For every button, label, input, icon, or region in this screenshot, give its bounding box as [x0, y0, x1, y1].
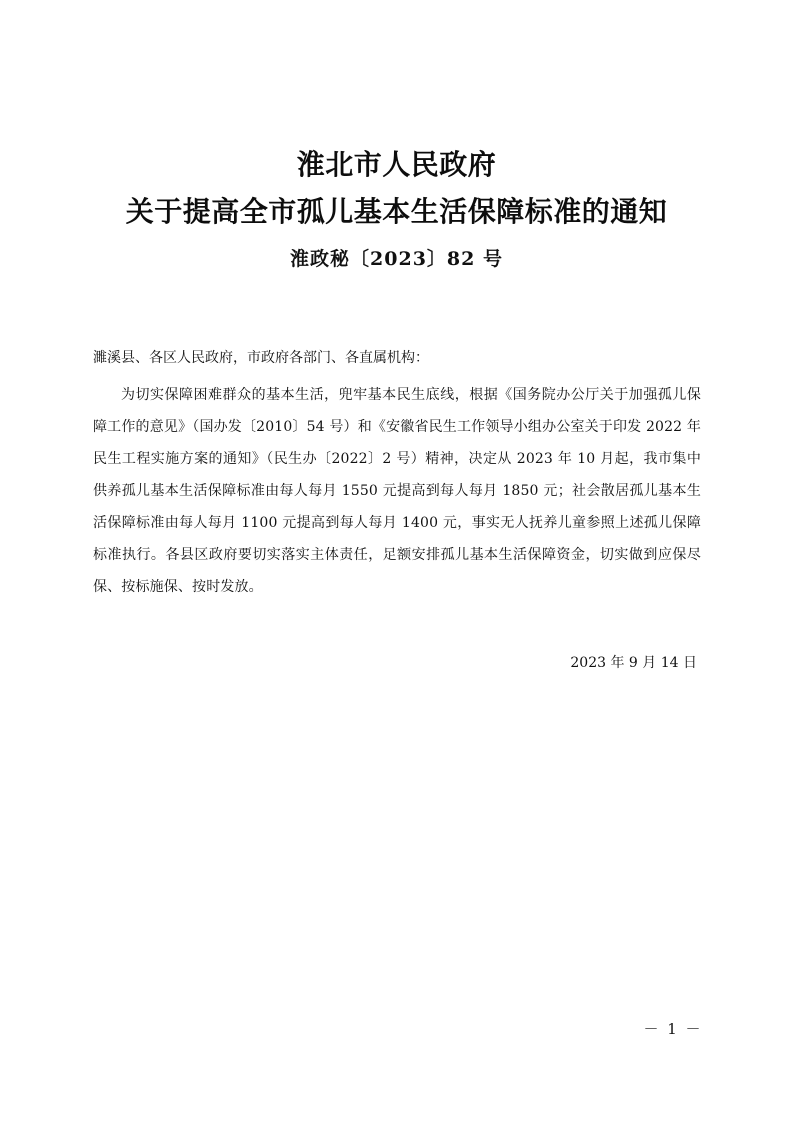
- document-number: 淮政秘〔2023〕82 号: [290, 248, 503, 270]
- issue-date: 2023 年 9 月 14 日: [570, 655, 697, 671]
- page-number: － 1 －: [643, 1020, 703, 1038]
- issuer-title: 淮北市人民政府: [296, 148, 497, 181]
- body-paragraph: 为切实保障困难群众的基本生活，兜牢基本民生底线，根据《国务院办公厅关于加强孤儿保障工作的意见》（国办发〔2010〕54 号）和《安徽省民生工作领导小组办公室关于印发 2022 年民生工程实施方案的通知》（民生办〔2022〕2 号）精神，决定从 2023 年 10 月起，我市集中供养孤儿基本生活保障标准由每人每月 1550 元提高到每人每月 1850 元；社会散居孤儿基本生活保障标准由每人每月 1100 元提高到每人每月 1400 元，事实无人抚养儿童参照上述孤儿保障标准执行。各县区政府要切实落实主体责任，足额安排孤儿基本生活保障资金，切实做到应保尽保、按标施保、按时发放。: [93, 387, 701, 595]
- subject-title: 关于提高全市孤儿基本生活保障标准的通知: [125, 195, 668, 228]
- addressee-line: 濉溪县、各区人民政府，市政府各部门、各直属机构：: [93, 350, 429, 366]
